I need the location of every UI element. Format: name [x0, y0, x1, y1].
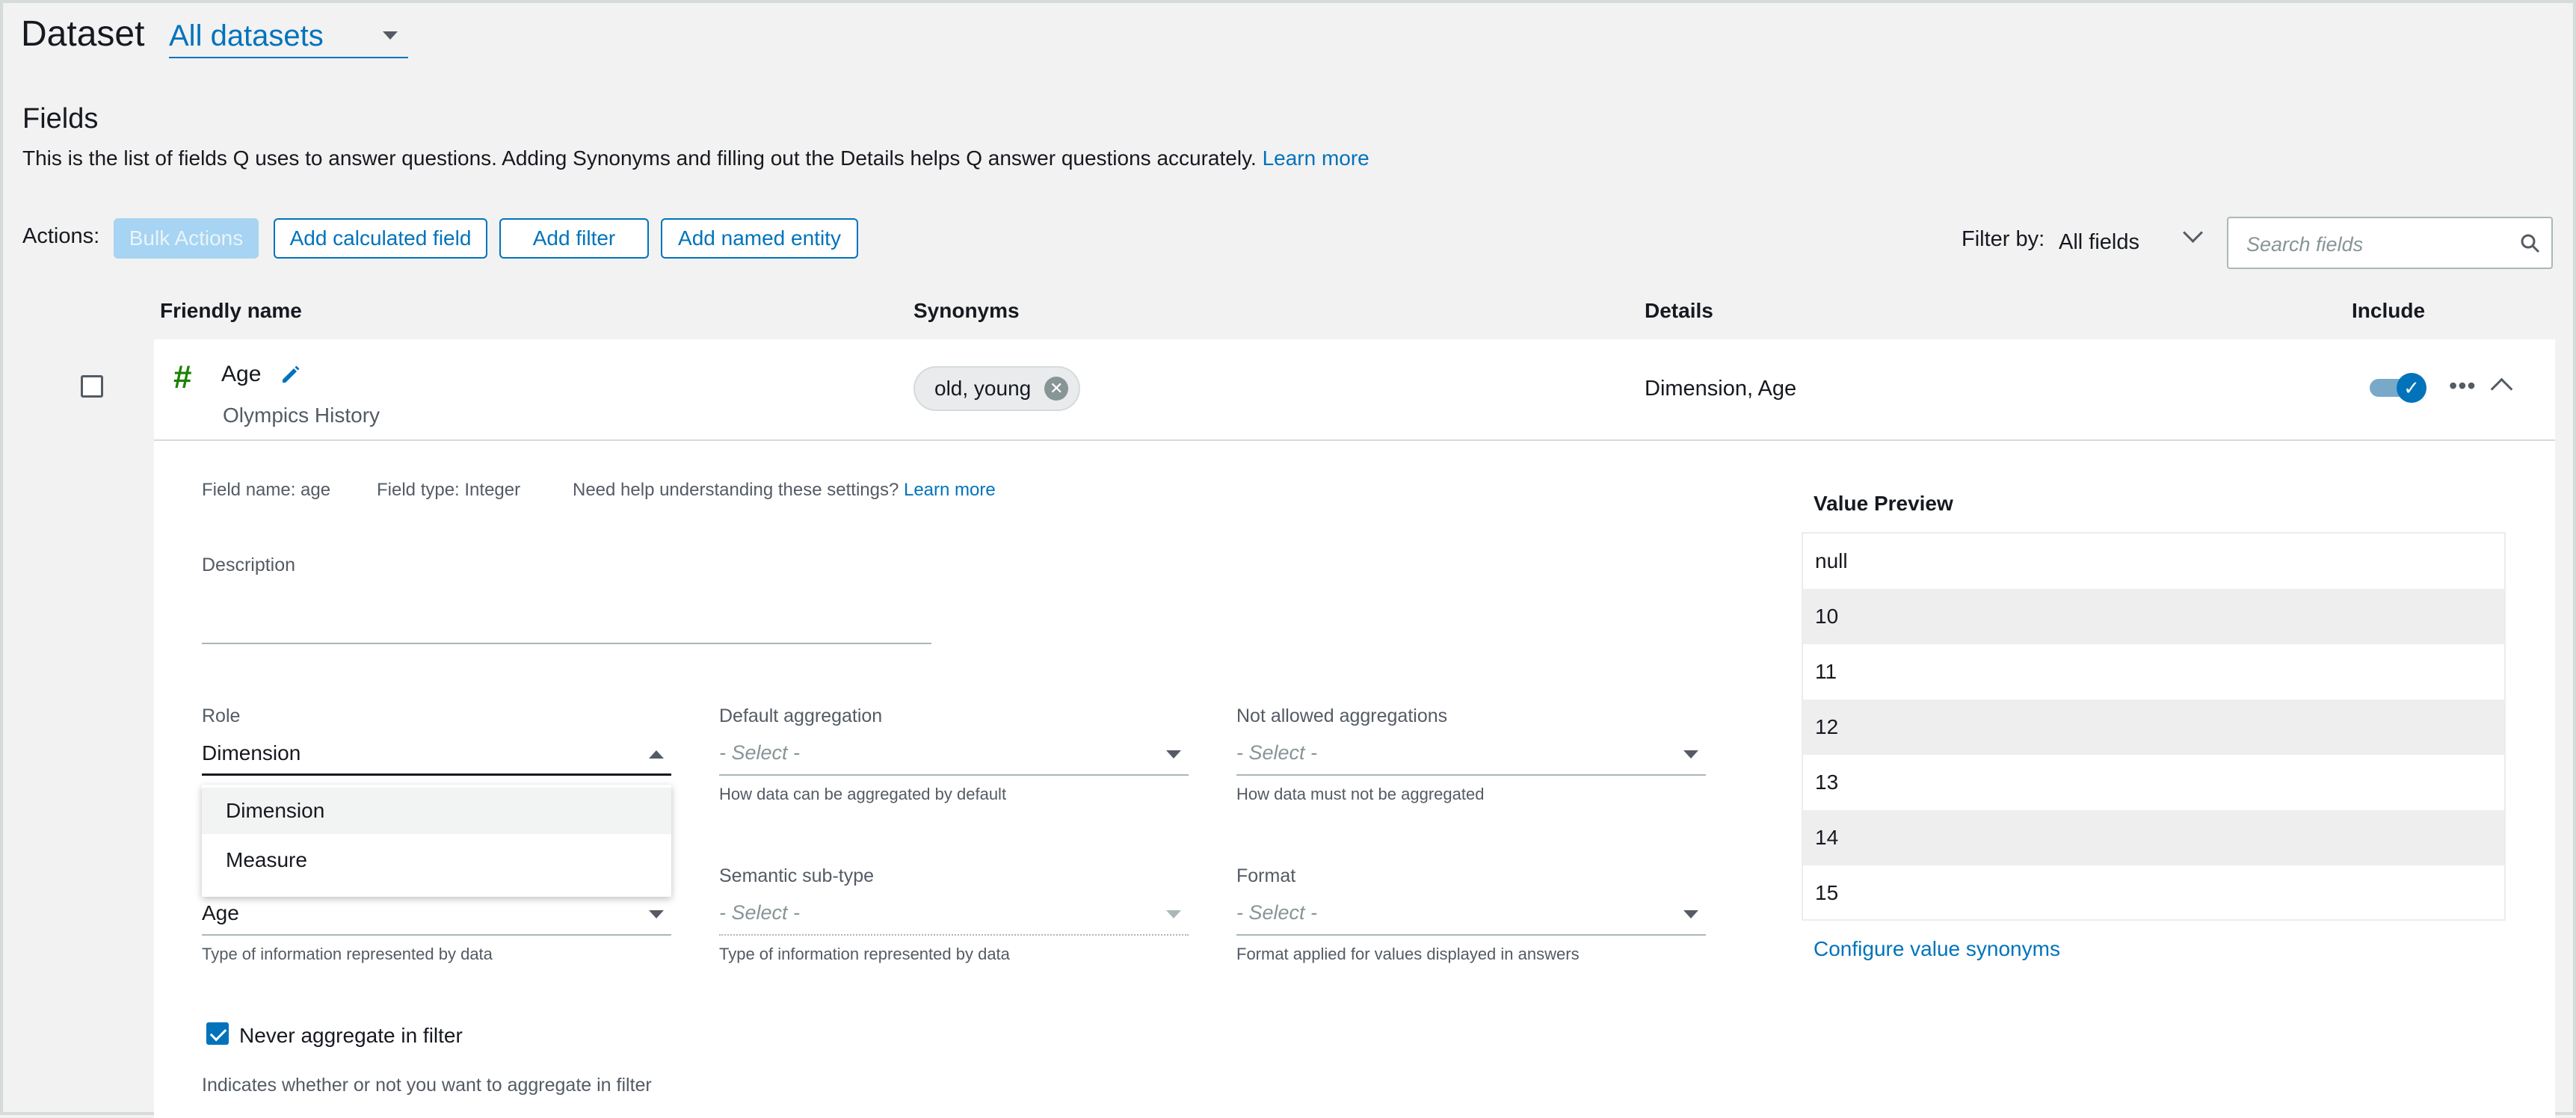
configure-value-synonyms-link[interactable]: Configure value synonyms: [1814, 937, 2060, 960]
fields-heading: Fields: [22, 103, 99, 135]
search-fields[interactable]: [2227, 217, 2553, 269]
check-icon: ✓: [2397, 373, 2426, 403]
check-icon: [210, 1025, 227, 1042]
semantic-subtype-label: Semantic sub-type: [719, 865, 875, 886]
format-placeholder: - Select -: [1236, 901, 1318, 924]
list-item: null: [1815, 549, 1848, 572]
never-aggregate-hint: Indicates whether or not you want to aggregate in filter: [202, 1075, 652, 1096]
caret-up-icon: [649, 750, 664, 759]
fields-description-text: This is the list of fields Q uses to answer questions. Adding Synonyms and filling out the Details helps Q answer questions accurately.: [22, 146, 1257, 170]
field-name-meta: Field name: age: [202, 480, 331, 500]
semantic-type-hint: Type of information represented by data: [202, 945, 493, 963]
semantic-subtype-select[interactable]: [719, 894, 1189, 936]
settings-help-text: Need help understanding these settings?: [573, 480, 899, 500]
chevron-down-icon: [2183, 223, 2203, 243]
default-aggregation-label: Default aggregation: [719, 705, 883, 726]
list-item: 15: [1815, 881, 1839, 904]
format-hint: Format applied for values displayed in answers: [1236, 945, 1580, 963]
settings-learn-more-link[interactable]: Learn more: [903, 480, 996, 500]
more-options-icon[interactable]: •••: [2449, 372, 2477, 399]
page-title: Dataset: [21, 14, 145, 54]
semantic-subtype-hint: Type of information represented by data: [719, 945, 1010, 963]
settings-help: [573, 480, 996, 501]
role-select[interactable]: [202, 734, 671, 776]
caret-down-icon: [1683, 910, 1698, 918]
description-label: Description: [202, 555, 296, 575]
bulk-actions-button[interactable]: Bulk Actions: [114, 218, 259, 259]
format-label: Format: [1236, 865, 1296, 886]
not-allowed-aggregations-hint: How data must not be aggregated: [1236, 785, 1485, 803]
field-row: [154, 339, 2555, 441]
list-item: 10: [1803, 589, 2504, 644]
caret-down-icon: [1683, 750, 1698, 759]
field-details: Dimension, Age: [1645, 377, 1797, 401]
number-type-icon: #: [173, 359, 192, 395]
add-calculated-field-button[interactable]: Add calculated field: [274, 218, 487, 259]
not-allowed-aggregations-placeholder: - Select -: [1236, 741, 1318, 764]
semantic-type-value: Age: [202, 901, 239, 924]
add-filter-button[interactable]: Add filter: [499, 218, 649, 259]
list-item: 13: [1815, 770, 1839, 794]
list-item: 11: [1815, 660, 1837, 683]
field-friendly-name: Age: [221, 362, 262, 386]
not-allowed-aggregations-label: Not allowed aggregations: [1236, 705, 1448, 726]
default-aggregation-hint: How data can be aggregated by default: [719, 785, 1007, 803]
column-synonyms[interactable]: Synonyms: [913, 299, 1020, 322]
field-source-dataset: Olympics History: [223, 404, 380, 427]
include-toggle[interactable]: [2370, 375, 2424, 401]
list-item: 14: [1803, 810, 2504, 865]
semantic-subtype-placeholder: - Select -: [719, 901, 801, 924]
synonym-token-label: old, young: [934, 377, 1032, 400]
role-select-value: Dimension: [202, 741, 301, 765]
caret-down-icon: [649, 910, 664, 918]
never-aggregate-checkbox[interactable]: [206, 1022, 229, 1045]
learn-more-link[interactable]: Learn more: [1262, 146, 1369, 170]
filter-by-label: Filter by:: [1962, 227, 2045, 251]
dataset-select[interactable]: [169, 18, 408, 58]
row-select-checkbox[interactable]: [81, 375, 103, 398]
value-preview-list: [1802, 532, 2506, 921]
caret-down-icon: [383, 31, 398, 40]
format-select[interactable]: [1236, 894, 1706, 936]
default-aggregation-placeholder: - Select -: [719, 741, 801, 764]
description-input[interactable]: [202, 643, 931, 644]
dataset-select-value: All datasets: [169, 19, 324, 52]
default-aggregation-select[interactable]: [719, 734, 1189, 776]
fields-description: [22, 146, 1369, 170]
not-allowed-aggregations-select[interactable]: [1236, 734, 1706, 776]
filter-by-select[interactable]: [2059, 230, 2139, 255]
column-details[interactable]: Details: [1645, 299, 1713, 322]
value-preview-title: Value Preview: [1814, 492, 1953, 515]
role-option-measure[interactable]: Measure: [226, 848, 307, 871]
add-named-entity-button[interactable]: Add named entity: [661, 218, 858, 259]
filter-by-value: All fields: [2059, 230, 2139, 254]
edit-pencil-icon[interactable]: [278, 362, 302, 386]
field-type-meta: Field type: Integer: [377, 480, 521, 500]
role-option-dimension[interactable]: Dimension: [202, 788, 671, 834]
actions-label: Actions:: [22, 224, 100, 248]
role-label: Role: [202, 705, 241, 726]
never-aggregate-label[interactable]: Never aggregate in filter: [239, 1024, 463, 1047]
caret-down-icon: [1166, 910, 1181, 918]
column-include[interactable]: Include: [2352, 299, 2426, 322]
semantic-type-select[interactable]: [202, 894, 671, 936]
search-icon[interactable]: [2520, 233, 2541, 254]
search-input[interactable]: [2245, 227, 2502, 262]
synonym-token: [913, 366, 1080, 411]
list-item: 12: [1803, 699, 2504, 755]
remove-synonym-icon[interactable]: ✕: [1044, 377, 1068, 401]
role-dropdown-menu: [202, 785, 671, 897]
caret-down-icon: [1166, 750, 1181, 759]
column-friendly-name[interactable]: Friendly name: [160, 299, 302, 322]
